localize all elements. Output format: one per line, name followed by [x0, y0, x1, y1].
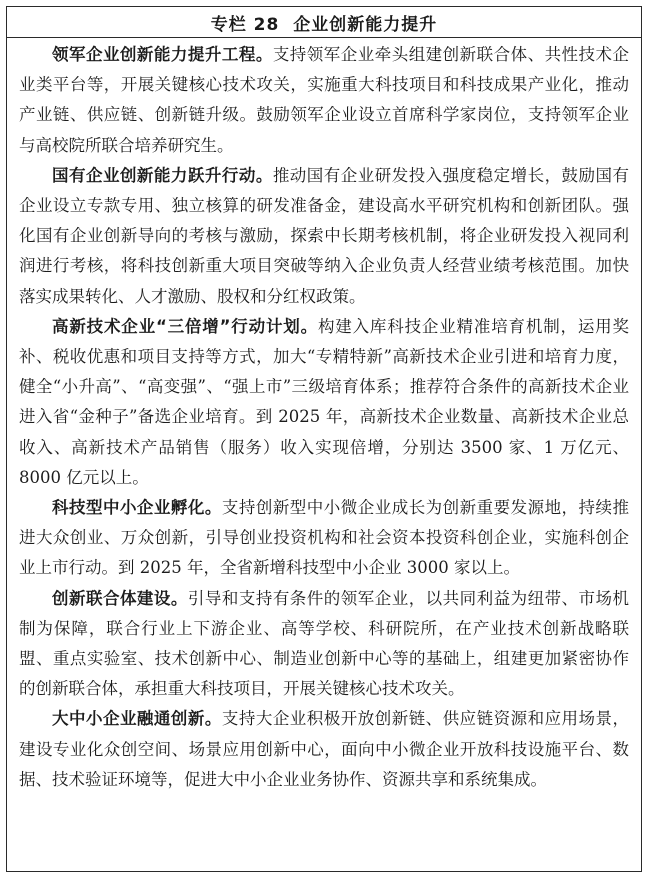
section-body: 支持大企业积极开放创新链、供应链资源和应用场景，建设专业化众创空间、场景应用创新中心，面向中小微企业开放科技设施平台、数据、技术验证环境等，促进大中小企业业务协作、资源共享和系统集成。 [19, 709, 630, 789]
section-body: 引导和支持有条件的领军企业，以共同利益为纽带、市场机制为保障，联合行业上下游企业、高等学校、科研院所，在产业技术创新战略联盟、重点实验室、技术创新中心、制造业创新中心等的基础上，组建更加紧密协作的创新联合体，承担重大科技项目，开展关键核心技术攻关。 [19, 588, 630, 699]
section-body: 支持创新型中小微企业成长为创新重要发源地，持续推进大众创业、万众创新，引导创业投资机构和社会资本投资科创企业，实施科创企业上市行动。到 2025 年，全省新增科技型中小企业 3000 家以上。 [19, 498, 630, 578]
column-box [6, 6, 642, 872]
section-body: 构建入库科技企业精准培育机制，运用奖补、税收优惠和项目支持等方式，加大“专精特新”高新技术企业引进和培育力度，健全“小升高”、“高变强”、“强上市”三级培育体系；推荐符合条件的高新技术企业进入省“金种子”备选企业培育。到 2025 年，高新技术企业数量、高新技术企业总收入、高新技术产品销售（服务）收入实现倍增，分别达 3500 家、1 万亿元、8000 亿元以上。 [19, 316, 629, 487]
section-lead: 高新技术企业“三倍增”行动计划。 [52, 316, 318, 336]
column-title: 企业创新能力提升 [293, 14, 438, 35]
column-content [7, 38, 641, 795]
section-state-owned-enterprises [19, 161, 629, 312]
column-number: 专栏 28 [210, 14, 280, 35]
section-lead: 科技型中小企业孵化。 [52, 498, 222, 518]
section-lead: 大中小企业融通创新。 [52, 709, 222, 729]
section-lead: 国有企业创新能力跃升行动。 [52, 165, 273, 185]
section-lead: 领军企业创新能力提升工程。 [52, 45, 273, 64]
section-body: 支持领军企业牵头组建创新联合体、共性技术企业类平台等，开展关键核心技术攻关，实施重大科技项目和科技成果产业化，推动产业链、供应链、创新链升级。鼓励领军企业设立首席科学家岗位，支持领军企业与高校院所联合培养研究生。 [19, 45, 630, 155]
section-high-tech-tripling [19, 312, 629, 493]
column-title-bar [7, 7, 641, 38]
section-sme-incubation [19, 493, 629, 584]
section-integrated-innovation [19, 704, 629, 795]
section-leading-enterprises [19, 40, 629, 161]
section-body: 推动国有企业研发投入强度稳定增长，鼓励国有企业设立专款专用、独立核算的研发准备金，建设高水平研究机构和创新团队。强化国有企业创新导向的考核与激励，探索中长期考核机制，将企业研发投入视同利润进行考核，将科技创新重大项目突破等纳入企业负责人经营业绩考核范围。加快落实成果转化、人才激励、股权和分红权政策。 [19, 165, 630, 306]
section-lead: 创新联合体建设。 [52, 588, 188, 608]
section-innovation-consortium [19, 584, 629, 705]
